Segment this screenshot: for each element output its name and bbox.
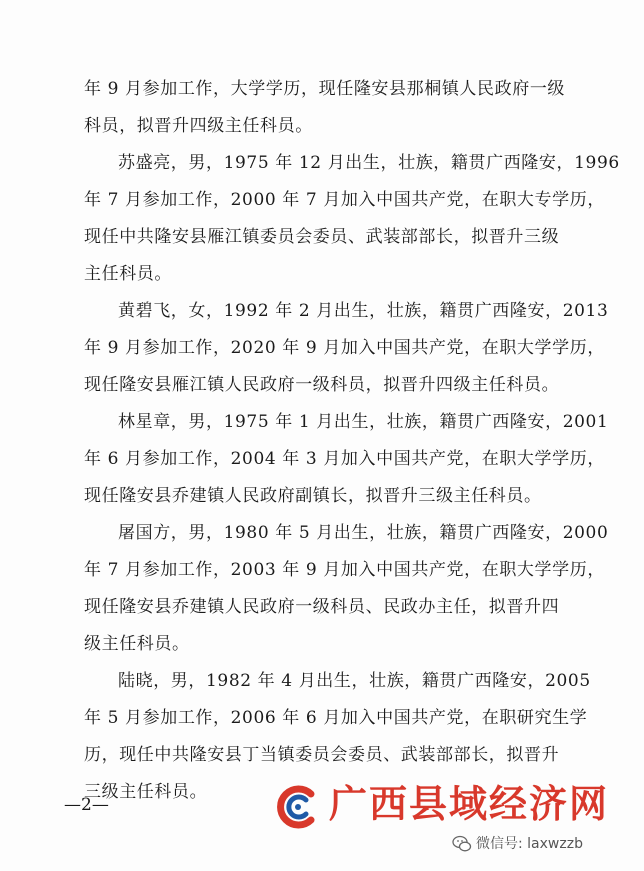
paragraph-start-line: 林星章，男，1975 年 1 月出生，壮族，籍贯广西隆安，2001	[118, 412, 609, 432]
text-line: 年 7 月参加工作，2000 年 7 月加入中国共产党，在职大专学历，	[84, 190, 605, 210]
text-line: 年 6 月参加工作，2004 年 3 月加入中国共产党，在职大学学历，	[84, 449, 605, 469]
text-line: 科员，拟晋升四级主任科员。	[84, 116, 313, 136]
text-line: 级主任科员。	[84, 634, 190, 654]
paragraph-start-line: 屠国方，男，1980 年 5 月出生，壮族，籍贯广西隆安，2000	[118, 523, 609, 543]
paragraph-start-line: 苏盛亮，男，1975 年 12 月出生，壮族，籍贯广西隆安，1996	[118, 153, 620, 173]
text-line: 年 9 月参加工作，大学学历，现任隆安县那桐镇人民政府一级	[84, 79, 566, 99]
paragraph-start-line: 陆晓，男，1982 年 4 月出生，壮族，籍贯广西隆安，2005	[118, 671, 591, 691]
text-line: 三级主任科员。	[84, 782, 208, 802]
text-line: 年 9 月参加工作，2020 年 9 月加入中国共产党，在职大学学历，	[84, 338, 605, 358]
text-line: 年 7 月参加工作，2003 年 9 月加入中国共产党，在职大学学历，	[84, 560, 605, 580]
text-line: 年 5 月参加工作，2006 年 6 月加入中国共产党，在职研究生学	[84, 708, 588, 728]
text-line: 现任中共隆安县雁江镇委员会委员、武装部部长，拟晋升三级	[84, 227, 560, 247]
watermark-title: 广西县域经济网	[329, 781, 610, 826]
text-line: 现任隆安县乔建镇人民政府一级科员、民政办主任，拟晋升四	[84, 597, 560, 617]
text-line: 主任科员。	[84, 264, 172, 284]
text-line: 现任隆安县雁江镇人民政府一级科员，拟晋升四级主任科员。	[84, 375, 560, 395]
paragraph-start-line: 黄碧飞，女，1992 年 2 月出生，壮族，籍贯广西隆安，2013	[118, 301, 609, 321]
text-line: 现任隆安县乔建镇人民政府副镇长，拟晋升三级主任科员。	[84, 486, 542, 506]
text-line: 历，现任中共隆安县丁当镇委员会委员、武装部部长，拟晋升	[84, 745, 560, 765]
page-number: —2—	[64, 795, 109, 815]
watermark-wechat-id: 微信号: laxwzzb	[476, 836, 583, 852]
